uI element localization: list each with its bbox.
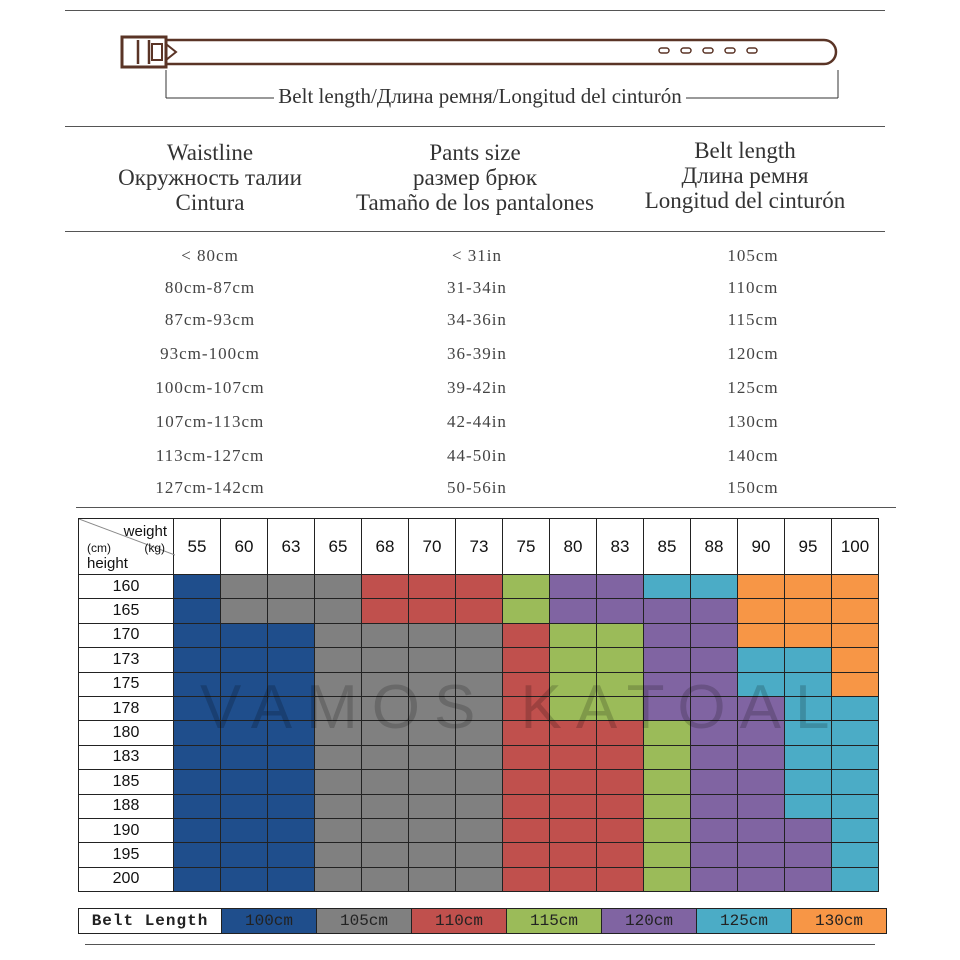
belt-length-legend [78,908,887,934]
grid-cell [221,672,268,696]
grid-cell [315,696,362,720]
grid-cell [174,721,221,745]
waist-value: 87cm-93cm [164,310,256,329]
grid-row [79,696,879,720]
grid-cell [503,843,550,867]
grid-cell [174,770,221,794]
grid-cell [409,770,456,794]
grid-cell [738,672,785,696]
header-bottom-rule [65,231,885,232]
grid-cell [503,696,550,720]
grid-cell [315,843,362,867]
belt-value: 120cm [727,344,779,363]
grid-cell [644,843,691,867]
weight-header: 85 [644,519,691,575]
grid-cell [550,867,597,891]
grid-cell [597,745,644,769]
grid-cell [550,721,597,745]
pants-value: < 31in [451,246,503,265]
grid-row [79,794,879,818]
grid-cell [691,794,738,818]
belt-length-caption: Belt length/Длина ремня/Longitud del cinturón [0,84,960,109]
grid-cell [174,745,221,769]
waist-value: 100cm-107cm [155,378,265,397]
height-label: 173 [79,648,174,672]
grid-cell [221,623,268,647]
weight-header: 90 [738,519,785,575]
grid-cell [174,575,221,599]
grid-cell [409,575,456,599]
belt-value: 140cm [727,446,779,465]
grid-cell [174,696,221,720]
waistline-header: Waistline Окружность талии Cintura [118,140,302,215]
grid-row [79,672,879,696]
grid-cell [550,794,597,818]
grid-cell [550,623,597,647]
grid-cell [597,770,644,794]
grid-cell [315,745,362,769]
grid-cell [362,721,409,745]
belt-value: 150cm [727,478,779,497]
grid-cell [409,843,456,867]
grid-cell [644,770,691,794]
grid-cell [644,623,691,647]
grid-row [79,843,879,867]
size-row [0,278,960,308]
weight-header: 65 [315,519,362,575]
grid-cell [832,623,879,647]
height-label: 200 [79,867,174,891]
height-label: 165 [79,599,174,623]
belt-holes [659,48,757,53]
grid-cell [785,745,832,769]
grid-cell [409,721,456,745]
grid-cell [785,623,832,647]
grid-cell [221,599,268,623]
grid-cell [503,648,550,672]
grid-cell [738,721,785,745]
height-label: 180 [79,721,174,745]
size-row [0,446,960,476]
legend-item: 125cm [697,909,792,934]
weight-unit: (kg) [144,541,165,555]
size-row [0,246,960,276]
grid-cell [738,696,785,720]
grid-cell [597,648,644,672]
legend-item: 100cm [222,909,317,934]
grid-cell [456,623,503,647]
grid-cell [644,696,691,720]
grid-cell [738,770,785,794]
grid-cell [409,672,456,696]
size-row [0,412,960,442]
legend-item: 110cm [412,909,507,934]
height-label: 188 [79,794,174,818]
pants-value: 34-36in [447,310,507,329]
grid-cell [550,672,597,696]
grid-cell [456,575,503,599]
grid-cell [550,770,597,794]
grid-cell [174,794,221,818]
belt-buckle [122,37,166,67]
size-row [0,310,960,340]
grid-cell [832,745,879,769]
grid-cell [785,843,832,867]
grid-cell [268,696,315,720]
weight-height-grid [78,518,879,892]
weight-header: 83 [597,519,644,575]
grid-cell [503,672,550,696]
weight-header: 63 [268,519,315,575]
bottom-rule [85,944,875,945]
weight-header: 73 [456,519,503,575]
grid-cell [174,623,221,647]
grid-cell [597,599,644,623]
grid-cell [315,599,362,623]
grid-cell [503,770,550,794]
grid-cell [691,770,738,794]
grid-cell [832,575,879,599]
grid-cell [409,696,456,720]
grid-cell [221,843,268,867]
grid-cell [832,867,879,891]
grid-cell [597,623,644,647]
grid-cell [503,745,550,769]
grid-cell [221,867,268,891]
grid-cell [268,575,315,599]
grid-cell [268,648,315,672]
grid-cell [738,794,785,818]
grid-cell [550,745,597,769]
grid-cell [550,599,597,623]
grid-cell [691,818,738,842]
grid-cell [832,794,879,818]
grid-cell [268,672,315,696]
grid-cell [738,575,785,599]
height-label: 170 [79,623,174,647]
grid-cell [738,818,785,842]
grid-cell [644,818,691,842]
grid-cell [832,721,879,745]
grid-cell [315,623,362,647]
grid-cell [644,867,691,891]
legend-item: 105cm [317,909,412,934]
belt-value: 110cm [727,278,779,297]
header-top-rule [65,126,885,127]
grid-cell [785,648,832,672]
weight-header: 55 [174,519,221,575]
grid-cell [456,599,503,623]
grid-cell [785,818,832,842]
grid-cell [409,794,456,818]
grid-cell [644,575,691,599]
grid-cell [597,721,644,745]
size-row [0,378,960,408]
grid-cell [691,623,738,647]
grid-cell [362,794,409,818]
grid-cell [409,599,456,623]
grid-cell [315,721,362,745]
grid-cell [691,843,738,867]
grid-cell [362,623,409,647]
grid-cell [221,770,268,794]
grid-cell [409,623,456,647]
grid-cell [597,672,644,696]
grid-cell [315,672,362,696]
grid-cell [268,770,315,794]
grid-row [79,745,879,769]
grid-cell [174,648,221,672]
size-row [0,344,960,374]
weight-header: 75 [503,519,550,575]
grid-cell [644,672,691,696]
grid-row [79,575,879,599]
grid-cell [503,818,550,842]
belt-value: 130cm [727,412,779,431]
grid-cell [268,599,315,623]
grid-cell [832,843,879,867]
waist-value: 93cm-100cm [160,344,260,363]
size-table-bottom-rule [76,507,896,508]
weight-axis-label: weight [123,523,167,540]
grid-cell [738,623,785,647]
height-label: 185 [79,770,174,794]
grid-cell [315,770,362,794]
grid-cell [644,721,691,745]
belt-value: 125cm [727,378,779,397]
grid-cell [550,575,597,599]
grid-cell [785,794,832,818]
weight-header: 68 [362,519,409,575]
grid-cell [315,575,362,599]
grid-cell [738,599,785,623]
grid-cell [362,818,409,842]
grid-cell [174,843,221,867]
grid-cell [597,696,644,720]
grid-cell [456,867,503,891]
grid-cell [362,575,409,599]
grid-cell [503,794,550,818]
grid-cell [409,745,456,769]
belt-strap [122,40,836,64]
grid-cell [738,648,785,672]
grid-cell [503,599,550,623]
grid-cell [832,648,879,672]
grid-cell [315,818,362,842]
grid-cell [362,648,409,672]
weight-header: 100 [832,519,879,575]
grid-cell [362,843,409,867]
grid-cell [597,843,644,867]
grid-cell [174,818,221,842]
grid-cell [221,818,268,842]
grid-row [79,648,879,672]
grid-cell [362,745,409,769]
grid-cell [456,843,503,867]
waist-value: 127cm-142cm [155,478,265,497]
grid-cell [832,770,879,794]
grid-cell [644,794,691,818]
height-label: 190 [79,818,174,842]
grid-cell [597,794,644,818]
weight-header: 70 [409,519,456,575]
grid-cell [456,672,503,696]
grid-cell [785,696,832,720]
grid-cell [456,745,503,769]
grid-cell [456,648,503,672]
grid-cell [221,721,268,745]
grid-cell [268,721,315,745]
grid-corner [79,519,174,575]
legend-item: 130cm [792,909,887,934]
legend-label: Belt Length [79,909,222,934]
grid-cell [456,721,503,745]
weight-header: 88 [691,519,738,575]
grid-cell [409,867,456,891]
grid-cell [691,575,738,599]
grid-cell [691,648,738,672]
grid-cell [221,648,268,672]
grid-cell [785,672,832,696]
grid-cell [785,721,832,745]
grid-cell [738,843,785,867]
pants-value: 50-56in [447,478,507,497]
grid-cell [503,623,550,647]
grid-cell [691,721,738,745]
grid-cell [785,867,832,891]
grid-cell [268,745,315,769]
grid-cell [174,599,221,623]
height-label: 178 [79,696,174,720]
grid-cell [691,672,738,696]
grid-row [79,818,879,842]
grid-row [79,721,879,745]
grid-cell [738,867,785,891]
height-label: 160 [79,575,174,599]
weight-header: 80 [550,519,597,575]
belt-value: 105cm [727,246,779,265]
grid-row [79,599,879,623]
grid-cell [644,648,691,672]
grid-cell [409,648,456,672]
grid-cell [456,794,503,818]
grid-cell [362,599,409,623]
grid-cell [315,648,362,672]
grid-cell [738,745,785,769]
grid-cell [456,770,503,794]
height-label: 175 [79,672,174,696]
grid-cell [550,696,597,720]
grid-cell [268,843,315,867]
grid-cell [785,770,832,794]
pants-value: 42-44in [447,412,507,431]
grid-cell [456,696,503,720]
grid-cell [691,696,738,720]
grid-cell [456,818,503,842]
grid-row [79,770,879,794]
weight-header: 60 [221,519,268,575]
legend-item: 120cm [602,909,697,934]
grid-row [79,867,879,891]
size-row [0,478,960,508]
waist-value: 107cm-113cm [155,412,265,431]
grid-cell [691,745,738,769]
grid-cell [268,623,315,647]
grid-cell [268,867,315,891]
grid-cell [221,696,268,720]
grid-cell [362,672,409,696]
grid-cell [644,599,691,623]
grid-cell [832,599,879,623]
waist-value: 113cm-127cm [155,446,265,465]
grid-cell [315,867,362,891]
height-label: 183 [79,745,174,769]
pants-value: 31-34in [447,278,507,297]
grid-cell [174,867,221,891]
grid-cell [597,575,644,599]
pants-value: 44-50in [447,446,507,465]
grid-cell [409,818,456,842]
grid-cell [221,745,268,769]
grid-cell [832,672,879,696]
belt-value: 115cm [727,310,779,329]
legend-item: 115cm [507,909,602,934]
grid-cell [315,794,362,818]
height-axis-label: height [87,555,128,572]
grid-cell [362,696,409,720]
waist-value: < 80cm [181,246,239,265]
grid-cell [550,648,597,672]
weight-header: 95 [785,519,832,575]
grid-cell [597,867,644,891]
grid-cell [221,794,268,818]
pants-size-header: Pants size размер брюк Tamaño de los pantalones [356,140,594,215]
grid-cell [832,818,879,842]
grid-cell [362,867,409,891]
grid-row [79,623,879,647]
grid-cell [832,696,879,720]
height-unit: (cm) [87,541,111,555]
grid-cell [362,770,409,794]
grid-cell [691,867,738,891]
grid-cell [503,867,550,891]
grid-cell [644,745,691,769]
grid-cell [503,721,550,745]
pants-value: 36-39in [447,344,507,363]
grid-cell [597,818,644,842]
grid-cell [268,794,315,818]
grid-cell [785,599,832,623]
grid-cell [503,575,550,599]
waist-value: 80cm-87cm [164,278,256,297]
grid-cell [785,575,832,599]
grid-cell [221,575,268,599]
grid-cell [550,843,597,867]
grid-cell [550,818,597,842]
grid-cell [268,818,315,842]
pants-value: 39-42in [447,378,507,397]
grid-cell [691,599,738,623]
height-label: 195 [79,843,174,867]
grid-cell [174,672,221,696]
belt-length-header: Belt length Длина ремня Longitud del cinturón [644,138,846,213]
